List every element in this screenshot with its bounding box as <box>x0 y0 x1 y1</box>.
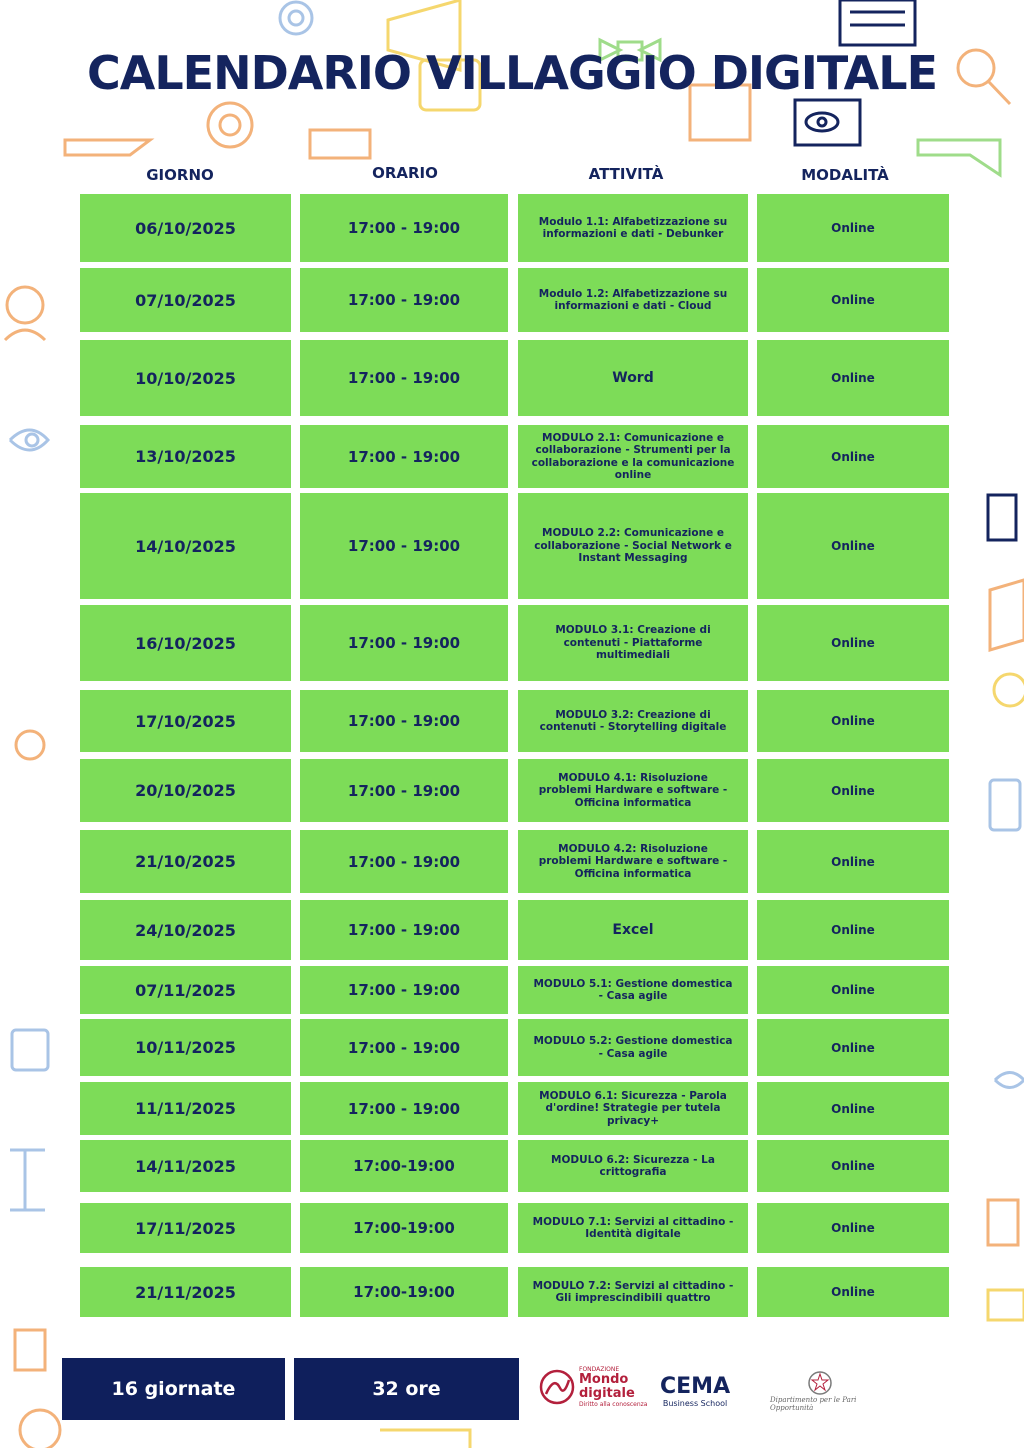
time-cell: 17:00 - 19:00 <box>300 425 508 488</box>
mondo-digitale-line1: Mondo <box>579 1372 629 1387</box>
time-cell: 17:00 - 19:00 <box>300 493 508 599</box>
date-cell: 14/10/2025 <box>80 493 291 599</box>
hours-total: 32 ore <box>372 1378 441 1400</box>
mondo-digitale-top: FONDAZIONE <box>579 1366 620 1373</box>
time-cell: 17:00 - 19:00 <box>300 340 508 416</box>
date-cell: 11/11/2025 <box>80 1082 291 1135</box>
time-cell: 17:00 - 19:00 <box>300 605 508 681</box>
activity-cell: Modulo 1.1: Alfabetizzazione su informazioni e dati - Debunker <box>518 194 748 262</box>
time-cell: 17:00 - 19:00 <box>300 900 508 960</box>
activity-cell: MODULO 5.2: Gestione domestica - Casa agile <box>518 1019 748 1076</box>
date-cell: 21/10/2025 <box>80 830 291 893</box>
mode-cell: Online <box>757 900 949 960</box>
mode-cell: Online <box>757 1203 949 1253</box>
activity-cell: MODULO 2.2: Comunicazione e collaborazione - Social Network e Instant Messaging <box>518 493 748 599</box>
time-cell: 17:00-19:00 <box>300 1267 508 1317</box>
date-cell: 24/10/2025 <box>80 900 291 960</box>
date-cell: 20/10/2025 <box>80 759 291 822</box>
time-cell: 17:00 - 19:00 <box>300 268 508 332</box>
mode-cell: Online <box>757 268 949 332</box>
mode-cell: Online <box>757 759 949 822</box>
mode-cell: Online <box>757 605 949 681</box>
activity-cell: MODULO 4.1: Risoluzione problemi Hardware e software - Officina informatica <box>518 759 748 822</box>
activity-cell: MODULO 6.1: Sicurezza - Parola d'ordine! Strategie per tutela privacy+ <box>518 1082 748 1135</box>
time-cell: 17:00 - 19:00 <box>300 830 508 893</box>
date-cell: 06/10/2025 <box>80 194 291 262</box>
mode-cell: Online <box>757 340 949 416</box>
header-giorno: GIORNO <box>146 166 214 184</box>
mondo-digitale-emblem-icon <box>538 1368 576 1406</box>
mode-cell: Online <box>757 830 949 893</box>
activity-cell: MODULO 2.1: Comunicazione e collaborazione - Strumenti per la collaborazione e la comunicazione online <box>518 425 748 488</box>
time-cell: 17:00 - 19:00 <box>300 759 508 822</box>
italian-emblem-icon <box>807 1370 833 1396</box>
date-cell: 16/10/2025 <box>80 605 291 681</box>
date-cell: 10/10/2025 <box>80 340 291 416</box>
date-cell: 17/10/2025 <box>80 690 291 752</box>
mode-cell: Online <box>757 194 949 262</box>
mode-cell: Online <box>757 1267 949 1317</box>
activity-cell: Modulo 1.2: Alfabetizzazione su informazioni e dati - Cloud <box>518 268 748 332</box>
mondo-digitale-line2: digitale <box>579 1386 635 1401</box>
date-cell: 10/11/2025 <box>80 1019 291 1076</box>
activity-cell: MODULO 4.2: Risoluzione problemi Hardware e software - Officina informatica <box>518 830 748 893</box>
mode-cell: Online <box>757 966 949 1014</box>
government-logo <box>770 1370 870 1412</box>
days-total: 16 giornate <box>111 1378 236 1400</box>
date-cell: 07/11/2025 <box>80 966 291 1014</box>
hours-total-box <box>294 1358 519 1420</box>
activity-cell: MODULO 7.1: Servizi al cittadino - Identità digitale <box>518 1203 748 1253</box>
time-cell: 17:00 - 19:00 <box>300 1082 508 1135</box>
mode-cell: Online <box>757 1019 949 1076</box>
time-cell: 17:00 - 19:00 <box>300 690 508 752</box>
mondo-digitale-logo <box>538 1366 648 1408</box>
cema-sub: Business School <box>662 1399 728 1408</box>
time-cell: 17:00 - 19:00 <box>300 966 508 1014</box>
mode-cell: Online <box>757 425 949 488</box>
time-cell: 17:00-19:00 <box>300 1140 508 1192</box>
activity-cell: Word <box>518 340 748 416</box>
mode-cell: Online <box>757 493 949 599</box>
header-orario: ORARIO <box>372 164 438 182</box>
mode-cell: Online <box>757 690 949 752</box>
activity-cell: MODULO 3.2: Creazione di contenuti - Storytelling digitale <box>518 690 748 752</box>
days-total-box <box>62 1358 285 1420</box>
header-attivita: ATTIVITÀ <box>588 165 664 183</box>
date-cell: 13/10/2025 <box>80 425 291 488</box>
activity-cell: Excel <box>518 900 748 960</box>
date-cell: 17/11/2025 <box>80 1203 291 1253</box>
date-cell: 14/11/2025 <box>80 1140 291 1192</box>
page-title: CALENDARIO VILLAGGIO DIGITALE <box>86 46 938 100</box>
cema-logo <box>660 1374 730 1408</box>
time-cell: 17:00 - 19:00 <box>300 194 508 262</box>
date-cell: 07/10/2025 <box>80 268 291 332</box>
time-cell: 17:00-19:00 <box>300 1203 508 1253</box>
date-cell: 21/11/2025 <box>80 1267 291 1317</box>
activity-cell: MODULO 7.2: Servizi al cittadino - Gli imprescindibili quattro <box>518 1267 748 1317</box>
header-modalita: MODALITÀ <box>801 166 889 184</box>
activity-cell: MODULO 5.1: Gestione domestica - Casa agile <box>518 966 748 1014</box>
cema-name: CEMA <box>660 1374 731 1399</box>
time-cell: 17:00 - 19:00 <box>300 1019 508 1076</box>
activity-cell: MODULO 6.2: Sicurezza - La crittografia <box>518 1140 748 1192</box>
mode-cell: Online <box>757 1140 949 1192</box>
mode-cell: Online <box>757 1082 949 1135</box>
activity-cell: MODULO 3.1: Creazione di contenuti - Piattaforme multimediali <box>518 605 748 681</box>
mondo-digitale-tagline: Diritto alla conoscenza <box>579 1401 648 1408</box>
government-label: Dipartimento per le Pari Opportunità <box>770 1396 857 1412</box>
